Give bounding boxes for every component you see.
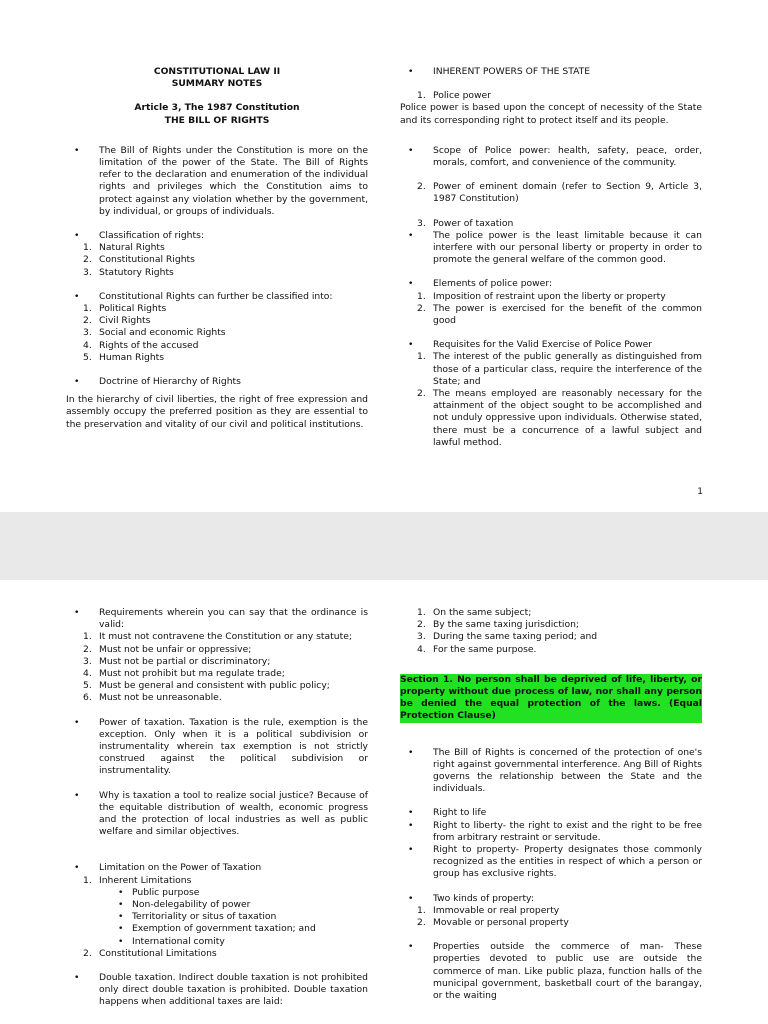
list-item: 1. Political Rights bbox=[83, 303, 167, 315]
list-item: 3. During the same taxing period; and bbox=[417, 631, 598, 643]
list-item: • Territoriality or situs of taxation bbox=[66, 911, 368, 923]
page2-left-column bbox=[66, 607, 368, 1009]
power-taxation-bullet: • Power of taxation. Taxation is the rule, exemption is the exception. Only when it is a political subdivision or instrumentality wherein tax exemption is not strictly construed against the political subdivision or instrumentality. bbox=[66, 717, 368, 778]
same-criteria-list bbox=[400, 607, 702, 656]
page-number: 1 bbox=[697, 487, 703, 497]
right-to-life-bullet: • Right to life bbox=[400, 807, 702, 819]
list-item: 2. The power is exercised for the benefit of the common good bbox=[417, 302, 702, 327]
list-item: 1. It must not contravene the Constitution or any statute; bbox=[83, 631, 352, 643]
list-item: 3. Social and economic Rights bbox=[83, 327, 226, 339]
page2-right-column bbox=[400, 607, 702, 1002]
limitation-bullet: • Limitation on the Power of Taxation bbox=[66, 862, 368, 874]
section-1-highlight: Section 1. No person shall be deprived of life, liberty, or property without due process of law, nor shall any person be denied the equal protection of the laws. (Equal Protection Clause) bbox=[400, 673, 702, 722]
list-item: 3. Must not be partial or discriminatory; bbox=[83, 655, 271, 667]
list-item: 5. Must be general and consistent with public policy; bbox=[83, 680, 330, 692]
const-rights-list bbox=[66, 303, 368, 364]
page1-left-column bbox=[66, 66, 368, 431]
list-item: 2. Constitutional Rights bbox=[83, 254, 195, 266]
classification-bullet: • Classification of rights: bbox=[66, 230, 368, 242]
doc-subtitle: SUMMARY NOTES bbox=[171, 78, 263, 90]
list-item: 4. Rights of the accused bbox=[83, 339, 199, 351]
document-page-2 bbox=[0, 580, 768, 1024]
outside-commerce-bullet: • Properties outside the commerce of man- These properties devoted to public use are outside the commerce of man. Like public plaza, function halls of the municipal government, basketball court of the barangay, or the waiting bbox=[400, 941, 702, 1002]
list-item: 6. Must not be unreasonable. bbox=[83, 692, 222, 704]
elements-bullet: • Elements of police power: bbox=[400, 278, 702, 290]
bill-concern-bullet: • The Bill of Rights is concerned of the protection of one's right against governmental interference. Ang Bill of Rights governs the relationship between the State and the individuals. bbox=[400, 747, 702, 796]
police-power-paragraph: Police power is based upon the concept of necessity of the State and its corresponding right to protect itself and its people. bbox=[400, 102, 702, 126]
list-item: 1. On the same subject; bbox=[417, 607, 532, 618]
taxation-item: 3. Power of taxation bbox=[417, 217, 514, 229]
elements-list bbox=[400, 291, 702, 328]
list-item: 2. Civil Rights bbox=[83, 315, 151, 327]
inherent-powers-bullet: • INHERENT POWERS OF THE STATE bbox=[400, 66, 702, 78]
page1-right-column bbox=[400, 66, 702, 449]
list-item: 2. Movable or personal property bbox=[417, 917, 569, 929]
scope-bullet: • Scope of Police power: health, safety, peace, order, morals, comfort, and convenience of the community. bbox=[400, 145, 702, 169]
double-taxation-bullet: • Double taxation. Indirect double taxation is not prohibited only direct double taxation is prohibited. Double taxation happens when additional taxes are laid: bbox=[66, 972, 368, 1009]
doc-title: CONSTITUTIONAL LAW II bbox=[153, 66, 281, 77]
least-limitable-bullet: • The police power is the least limitable because it can interfere with our personal liberty or property in order to promote the general welfare of the common good. bbox=[400, 230, 702, 267]
list-item: 2. By the same taxing jurisdiction; bbox=[417, 619, 580, 631]
police-power-item: 1. Police power bbox=[417, 90, 491, 102]
list-item: 3. Statutory Rights bbox=[83, 266, 174, 278]
list-item: 2. The means employed are reasonably necessary for the attainment of the object sought to be accomplished and not unduly oppressive upon individuals. Otherwise stated, there must be a concurrence of a lawful subject and lawful method. bbox=[417, 388, 702, 448]
requisites-bullet: • Requisites for the Valid Exercise of Police Power bbox=[400, 339, 702, 351]
constitutional-limitations-item: 2. Constitutional Limitations bbox=[83, 947, 217, 959]
list-item: 1. Immovable or real property bbox=[417, 904, 560, 916]
inherent-limitations-list bbox=[66, 887, 368, 948]
bill-intro-bullet: • The Bill of Rights under the Constitution is more on the limitation of the power of the State. The Bill of Rights refer to the declaration and enumeration of the individual rights and privileges which the Constitution aims to protect against any violation whether by the government, by individual, or groups of individuals. bbox=[66, 145, 368, 218]
right-to-liberty-bullet: • Right to liberty- the right to exist and the right to be free from arbitrary restraint or servitude. bbox=[400, 820, 702, 844]
list-item: 4. Must not prohibit but ma regulate trade; bbox=[83, 668, 285, 680]
property-kinds-list bbox=[400, 905, 702, 929]
list-item: • Public purpose bbox=[66, 887, 368, 899]
list-item: • Non-delegability of power bbox=[66, 899, 368, 911]
list-item: 1. The interest of the public generally as distinguished from those of a particular class, require the interference of the State; and bbox=[417, 351, 702, 387]
bill-of-rights-heading: THE BILL OF RIGHTS bbox=[164, 114, 270, 126]
eminent-domain-item: 2. Power of eminent domain (refer to Section 9, Article 3, 1987 Constitution) bbox=[417, 181, 702, 205]
two-kinds-bullet: • Two kinds of property: bbox=[400, 893, 702, 905]
why-taxation-bullet: • Why is taxation a tool to realize social justice? Because of the equitable distribution of wealth, economic progress and the protection of local industries as well as public welfare and similar objectives. bbox=[66, 790, 368, 839]
list-item: 2. Must not be unfair or oppressive; bbox=[83, 643, 252, 655]
list-item: 1. Natural Rights bbox=[83, 242, 165, 254]
right-to-property-bullet: • Right to property- Property designates those commonly recognized as the entities in respect of which a person or group has exclusive rights. bbox=[400, 844, 702, 881]
hierarchy-paragraph: In the hierarchy of civil liberties, the right of free expression and assembly occupy the preferred position as they are essential to the preservation and vitality of our civil and political institutions. bbox=[66, 394, 368, 430]
const-rights-bullet: • Constitutional Rights can further be classified into: bbox=[66, 291, 368, 303]
doctrine-bullet: • Doctrine of Hierarchy of Rights bbox=[66, 376, 368, 388]
list-item: 1. Imposition of restraint upon the liberty or property bbox=[417, 290, 666, 302]
requisites-list bbox=[400, 351, 702, 449]
inherent-limitations-item: 1. Inherent Limitations bbox=[83, 874, 192, 886]
list-item: 5. Human Rights bbox=[83, 351, 165, 363]
requirements-list bbox=[66, 631, 368, 704]
list-item: • International comity bbox=[66, 936, 368, 948]
list-item: • Exemption of government taxation; and bbox=[66, 923, 368, 935]
list-item: 4. For the same purpose. bbox=[417, 643, 537, 655]
article-heading: Article 3, The 1987 Constitution bbox=[134, 102, 300, 114]
classification-list bbox=[66, 242, 368, 279]
requirements-bullet: • Requirements wherein you can say that the ordinance is valid: bbox=[66, 607, 368, 631]
